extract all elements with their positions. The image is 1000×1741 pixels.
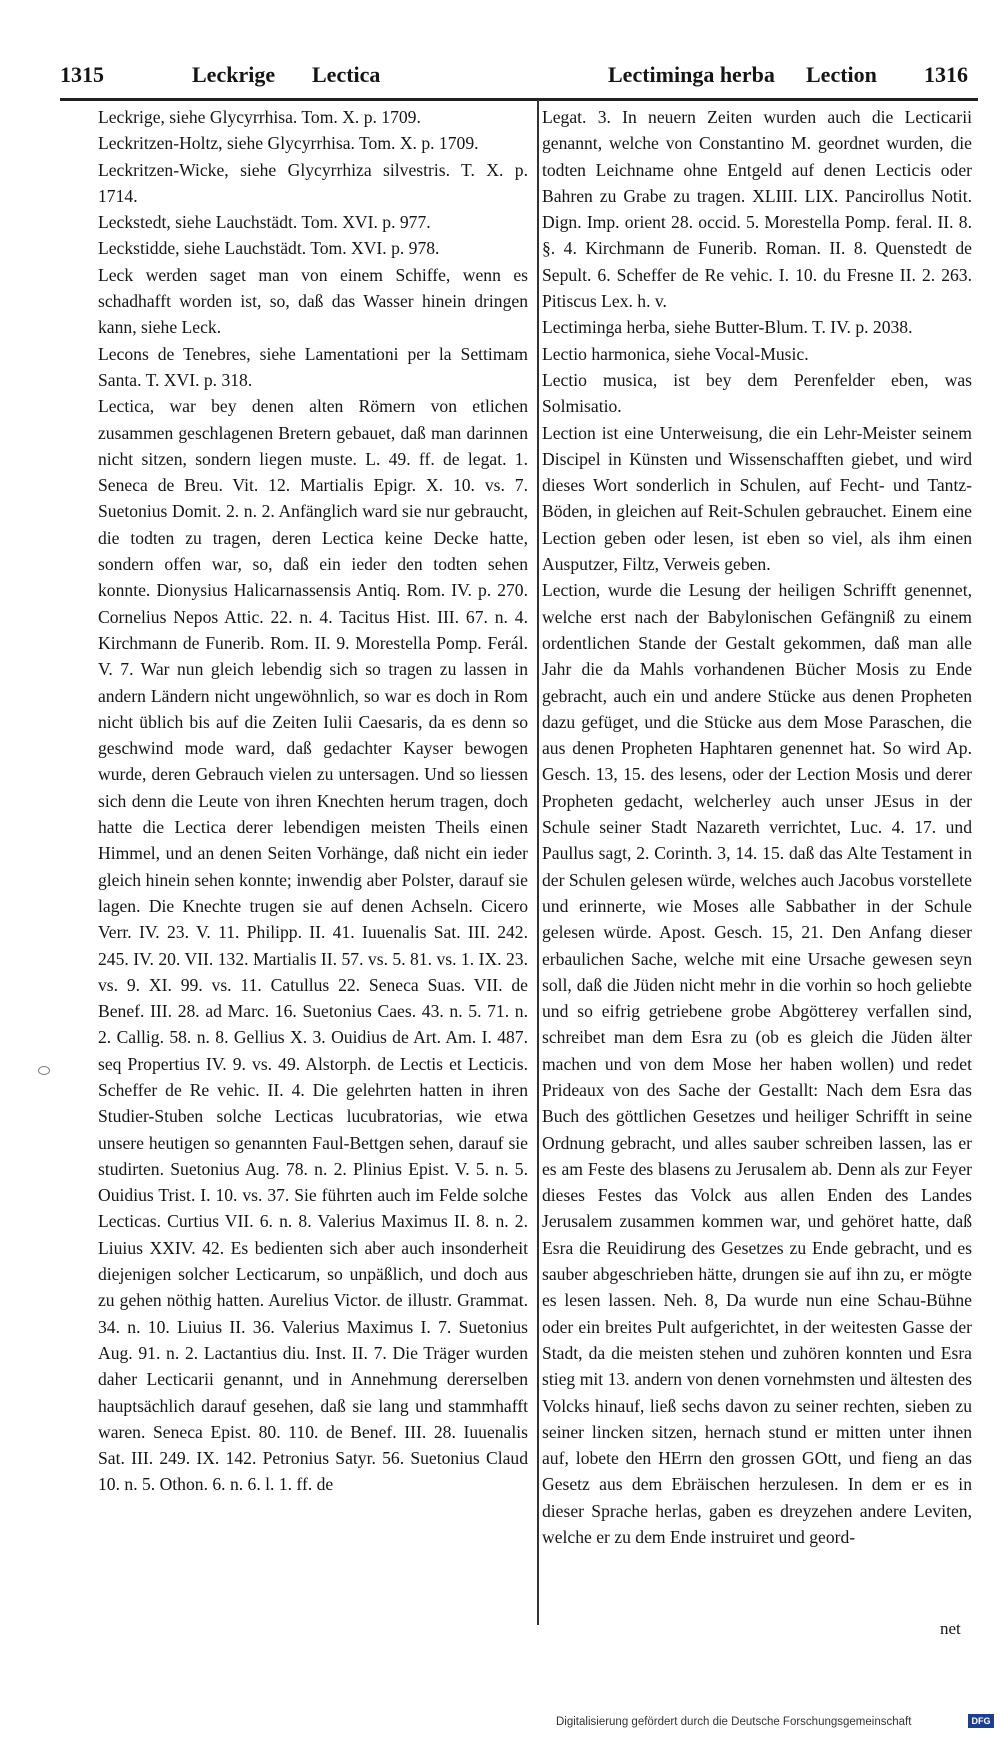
page-number-right: 1316 bbox=[924, 62, 968, 87]
catchword-left-1: Leckrige bbox=[192, 62, 276, 87]
catchword: net bbox=[940, 1619, 961, 1638]
header-rule bbox=[60, 98, 978, 101]
digitization-credit: Digitalisierung gefördert durch die Deutsche Forschungsgemeinschaft bbox=[556, 1716, 912, 1728]
page-number-left: 1315 bbox=[60, 62, 104, 87]
dfg-logo-icon: DFG bbox=[968, 1714, 994, 1728]
right-column-text: Legat. 3. In neuern Zeiten wurden auch die Lecticarii genannt, welche von Constantino M. geordnet wurden, die todten Leichname ohne Entgeld auf denen Lecticis oder Bahren zu Grabe zu tragen. XLIII. LIX. Pancirollus Notit. Dign. Imp. orient 28. occid. 5. Morestella Pomp. feral. II. 8. §. 4. Kirchmann de Funerib. Roman. II. 8. Quenstedt de Sepult. 6. Scheffer de Re vehic. I. 10. du Fresne II. 2. 263. Pitiscus Lex. h. v. Lectiminga herba, siehe Butter-Blum. T. IV. p. 2038. Lectio harmonica, siehe Vocal-Music. Lectio musica, ist bey dem Perenfelder eben, was Solmisatio. Lection ist eine Unterweisung, die ein Lehr-Meister seinem Discipel in Künsten und Wissenschafften giebet, und wird dieses Wort sonderlich in Schulen, auf Fecht- und Tantz-Böden, in gleichen auf Reit-Schulen gebrauchet. Einem eine Lection geben oder lesen, ist eben so viel, als ihm einen Ausputzer, Filtz, Verweis geben. Lection, wurde die Lesung der heiligen Schrifft genennet, welche erst nach der Babylonischen Gefängniß zu einem ordentlichen Stande der Gestalt gekommen, daß man alle Jahr die da Mahls vorhandenen Bücher Mosis zu Ende gebracht, auch ein und andere Stücke aus denen Propheten dazu gefüget, und die Stücke aus dem Mose Paraschen, die aus denen Propheten Haphtaren genennet hat. So wird Ap. Gesch. 13, 15. des lesens, oder der Lection Mosis und derer Propheten gedacht, welcherley auch unser JEsus in der Schule seiner Stadt Nazareth verrichtet, Luc. 4. 17. und Paullus sagt, 2. Corinth. 3, 14. 15. daß das Alte Testament in der Schulen gelesen würde, welches auch Jacobus vorstellete und erinnerte, wie Moses alle Sabbather in der Schule gelesen würde. Apost. Gesch. 15, 21. Den Anfang dieser erbaulichen Sache, welche mit eine Ursache gewesen seyn soll, daß die Jüden nicht mehr in die vorhin so hoch geliebte und so eifrig getriebene grobe Abgötterey verfallen sind, schreibet man dem Esra zu (ob es gleich die Jüden älter machen und von dem Mose her haben wollen) und redet Prideaux von des Sache der Gestallt: Nach dem Esra das Buch des göttlichen Gesetzes und heiliger Schrifft in seine Ordnung gebracht, und alles sauber schreiben lassen, las er es am Feste des blasens zu Jerusalem ab. Denn als zur Feyer dieses Festes das Volck aus allen Enden des Landes Jerusalem zusammen kommen war, und gehöret hatte, daß Esra die Reuidirung des Gesetzes zu Ende gebracht, und es sauber abgeschrieben hätte, drungen sie auf ihn zu, er mögte es lesen lassen. Neh. 8, Da wurde nun eine Schau-Bühne oder ein breites Pult aufgerichtet, in der weitesten Gasse der Stadt, da die meisten stehen und zuhören konnten und Esra stieg mit 13. andern von denen vornehmsten und ältesten des Volcks hinauf, ließ sechs davon zu seiner rechten, sieben zu seiner lincken sitzen, hernach stund er mitten unter ihnen auf, lobete den HErrn den grossen GOtt, und fieng an das Gesetz aus dem Ebräischen herzulesen. In dem er es in dieser Sprache herlas, gaben es dreyzehen andere Leviten, welche er zu dem Ende instruiret und geord- bbox=[542, 107, 972, 1548]
column-divider bbox=[537, 100, 539, 1625]
margin-mark bbox=[38, 1066, 50, 1075]
catchword-right-2: Lection bbox=[806, 62, 877, 87]
catchword-right-1: Lectiminga herba bbox=[608, 62, 775, 87]
catchword-left-2: Lectica bbox=[312, 62, 381, 87]
left-column-text: Leckrige, siehe Glycyrrhisa. Tom. X. p. 1709. Leckritzen-Holtz, siehe Glycyrrhisa. Tom. X. p. 1709. Leckritzen-Wicke, siehe Glycyrrhiza silvestris. T. X. p. 1714. Leckstedt, siehe Lauchstädt. Tom. XVI. p. 977. Leckstidde, siehe Lauchstädt. Tom. XVI. p. 978. Leck werden saget man von einem Schiffe, wenn es schadhafft worden ist, so, daß das Wasser hinein dringen kann, siehe Leck. Lecons de Tenebres, siehe Lamentationi per la Settimam Santa. T. XVI. p. 318. Lectica, war bey denen alten Römern von etlichen zusammen geschlagenen Bretern gebauet, daß man darinnen nicht sitzen, sondern liegen muste. L. 49. ff. de legat. 1. Seneca de Breu. Vit. 12. Martialis Epigr. X. 10. vs. 7. Suetonius Domit. 2. n. 2. Anfänglich ward sie nur gebraucht, die todten zu tragen, deren Lectica keine Decke hatte, sondern offen war, so, daß ein ieder den todten sehen konnte. Dionysius Halicarnassensis Antiq. Rom. IV. p. 270. Cornelius Nepos Attic. 22. n. 4. Tacitus Hist. III. 67. n. 4. Kirchmann de Funerib. Rom. II. 9. Morestella Pomp. Ferál. V. 7. War nun gleich lebendig sich so tragen zu lassen in andern Ländern nicht ungewöhnlich, so war es doch in Rom nicht üblich bis auf die Zeiten Iulii Caesaris, da es denn so geschwind mode ward, daß gedachter Kayser bewogen wurde, deren Gebrauch vielen zu untersagen. Und so liessen sich denn die Leute von ihren Knechten herum tragen, doch hatte die Lectica derer lebendigen meisten Theils einen Himmel, und an denen Seiten Vorhänge, daß nicht ein ieder gleich hinein sehen konnte; inwendig aber Polster, darauf sie lagen. Die Knechte trugen sie auf denen Achseln. Cicero Verr. IV. 23. V. 11. Philipp. II. 41. Iuuenalis Sat. III. 242. 245. IV. 20. VII. 132. Martialis II. 57. vs. 5. 81. vs. 1. IX. 23. vs. 9. XI. 99. vs. 11. Catullus 22. Seneca Suas. VII. de Benef. III. 28. ad Marc. 16. Suetonius Caes. 43. n. 5. 71. n. 2. Callig. 58. n. 8. Gellius X. 3. Ouidius de Art. Am. I. 487. seq Propertius IV. 9. vs. 49. Alstorph. de Lectis et Lecticis. Scheffer de Re vehic. II. 4. Die gelehrten hatten in ihren Studier-Stuben solche Lecticas lucubratorias, wie etwa unsere heutigen so genannten Faul-Bettgen sehen, darauf sie studirten. Suetonius Aug. 78. n. 2. Plinius Epist. V. 5. n. 5. Ouidius Trist. I. 10. vs. 37. Sie führten auch im Felde solche Lecticas. Curtius VII. 6. n. 8. Valerius Maximus II. 8. n. 2. Liuius XXIV. 42. Es bedienten sich aber auch insonderheit diejenigen solcher Lecticarum, so unpäßlich, und doch aus zu gehen nöthig hatten. Aurelius Victor. de illustr. Grammat. 34. n. 10. Liuius II. 36. Valerius Maximus I. 7. Suetonius Aug. 91. n. 2. Lactantius diu. Inst. II. 7. Die Träger wurden daher Lecticarii genannt, und in Annehmung dererselben hauptsächlich darauf gesehen, daß sie lang und stammhafft waren. Seneca Epist. 80. 110. de Benef. III. 28. Iuuenalis Sat. III. 249. IX. 142. Petronius Satyr. 56. Suetonius Claud 10. n. 5. Othon. 6. n. 6. l. 1. ff. de bbox=[98, 107, 528, 1495]
running-header bbox=[60, 62, 978, 100]
